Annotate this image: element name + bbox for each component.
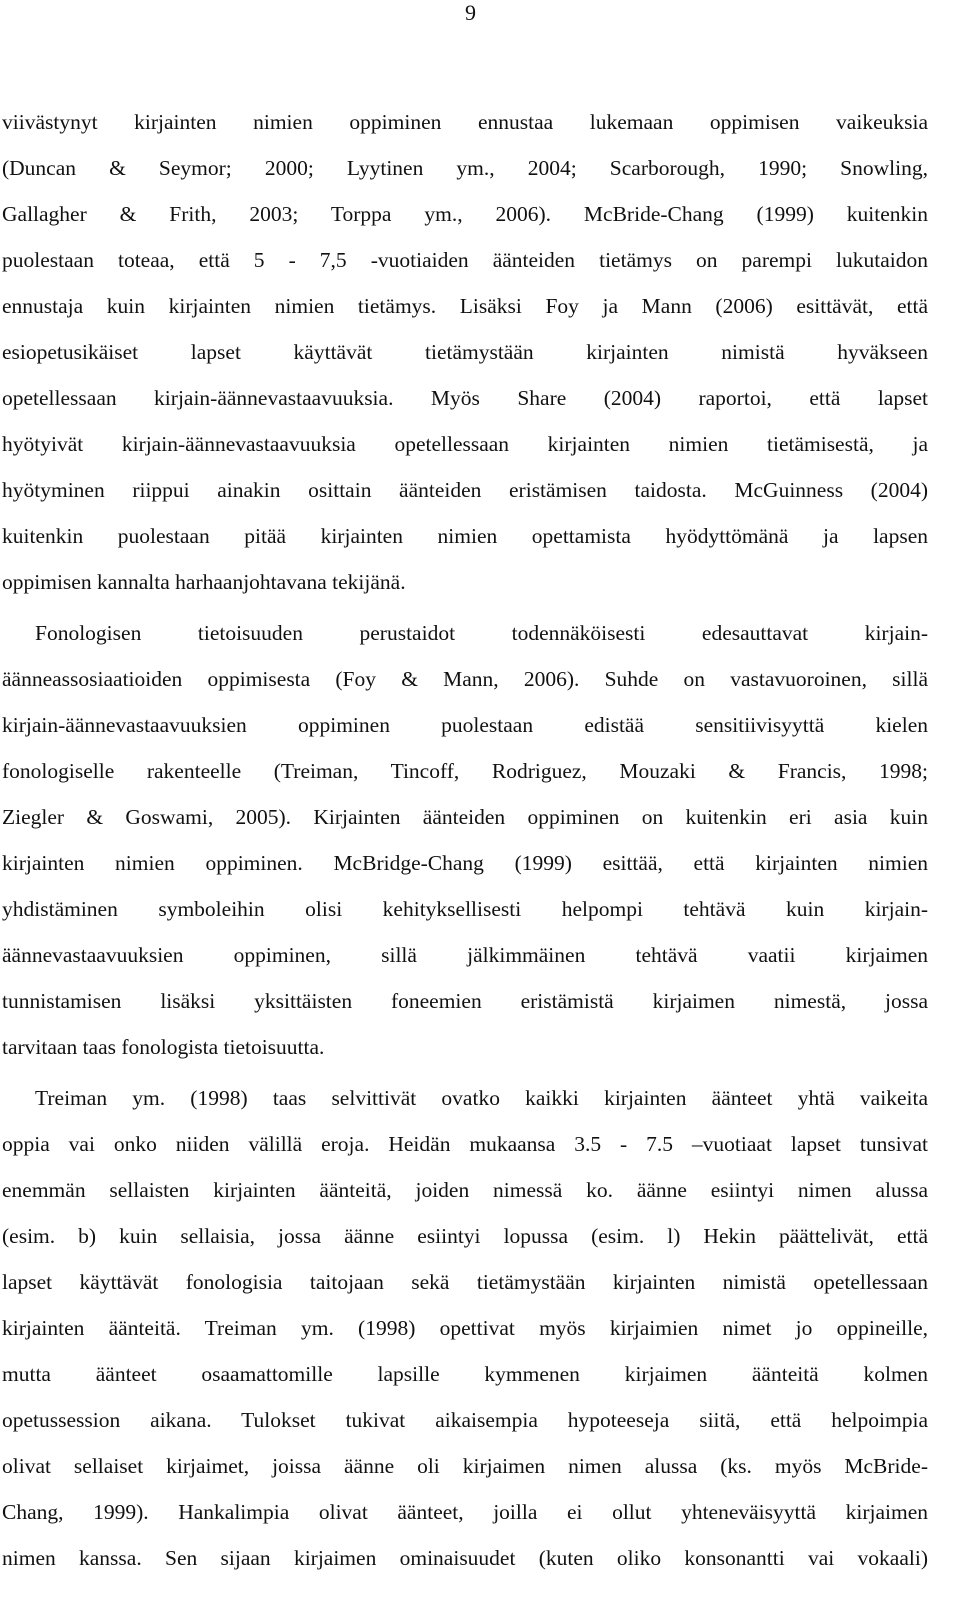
text-line: kirjainten nimien oppiminen. McBridge-Chang (1999) esittää, että kirjainten nimien bbox=[2, 851, 928, 875]
paragraph-3 bbox=[2, 1075, 928, 1581]
text-line: opetussession aikana. Tulokset tukivat aikaisempia hypoteeseja siitä, että helpoimpia bbox=[2, 1408, 928, 1432]
text-line: äänneassosiaatioiden oppimisesta (Foy & Mann, 2006). Suhde on vastavuoroinen, sillä bbox=[2, 667, 928, 691]
text-line: lapset käyttävät fonologisia taitojaan sekä tietämystään kirjainten nimistä opetellessaan bbox=[2, 1270, 928, 1294]
text-line: fonologiselle rakenteelle (Treiman, Tincoff, Rodriguez, Mouzaki & Francis, 1998; bbox=[2, 759, 928, 783]
text-line: Treiman ym. (1998) taas selvittivät ovatko kaikki kirjainten äänteet yhtä vaikeita bbox=[35, 1086, 928, 1110]
page-number-text: 9 bbox=[465, 0, 476, 25]
text-line: hyötyivät kirjain-äännevastaavuuksia opetellessaan kirjainten nimien tietämisestä, ja bbox=[2, 432, 928, 456]
text-line: äännevastaavuuksien oppiminen, sillä jälkimmäinen tehtävä vaatii kirjaimen bbox=[2, 943, 928, 967]
text-line: Chang, 1999). Hankalimpia olivat äänteet, joilla ei ollut yhteneväisyyttä kirjaimen bbox=[2, 1500, 928, 1524]
text-line: Fonologisen tietoisuuden perustaidot todennäköisesti edesauttavat kirjain- bbox=[35, 621, 928, 645]
text-line: tarvitaan taas fonologista tietoisuutta. bbox=[2, 1035, 325, 1059]
text-line: nimen kanssa. Sen sijaan kirjaimen ominaisuudet (kuten oliko konsonantti vai vokaali) bbox=[2, 1546, 928, 1570]
text-line: mutta äänteet osaamattomille lapsille kymmenen kirjaimen äänteitä kolmen bbox=[2, 1362, 928, 1386]
text-line: (esim. b) kuin sellaisia, jossa äänne esiintyi lopussa (esim. l) Hekin päättelivät, että bbox=[2, 1224, 928, 1248]
text-line: puolestaan toteaa, että 5 - 7,5 -vuotiaiden äänteiden tietämys on parempi lukutaidon bbox=[2, 248, 928, 272]
text-line: kirjainten äänteitä. Treiman ym. (1998) opettivat myös kirjaimien nimet jo oppineille, bbox=[2, 1316, 928, 1340]
text-line: olivat sellaiset kirjaimet, joissa äänne oli kirjaimen nimen alussa (ks. myös McBride- bbox=[2, 1454, 928, 1478]
text-line: hyötyminen riippui ainakin osittain äänteiden eristämisen taidosta. McGuinness (2004) bbox=[2, 478, 928, 502]
text-line: tunnistamisen lisäksi yksittäisten foneemien eristämistä kirjaimen nimestä, jossa bbox=[2, 989, 928, 1013]
text-line: Ziegler & Goswami, 2005). Kirjainten äänteiden oppiminen on kuitenkin eri asia kuin bbox=[2, 805, 928, 829]
text-line: kuitenkin puolestaan pitää kirjainten nimien opettamista hyödyttömänä ja lapsen bbox=[2, 524, 928, 548]
text-line: esiopetusikäiset lapset käyttävät tietämystään kirjainten nimistä hyväkseen bbox=[2, 340, 928, 364]
text-line: (Duncan & Seymor; 2000; Lyytinen ym., 2004; Scarborough, 1990; Snowling, bbox=[2, 156, 928, 180]
text-line: viivästynyt kirjainten nimien oppiminen ennustaa lukemaan oppimisen vaikeuksia bbox=[2, 110, 928, 134]
text-line: oppimisen kannalta harhaanjohtavana tekijänä. bbox=[2, 570, 406, 594]
text-line: enemmän sellaisten kirjainten äänteitä, joiden nimessä ko. äänne esiintyi nimen alussa bbox=[2, 1178, 928, 1202]
text-line: yhdistäminen symboleihin olisi kehityksellisesti helpompi tehtävä kuin kirjain- bbox=[2, 897, 928, 921]
paragraph-1 bbox=[2, 99, 928, 605]
text-line: Gallagher & Frith, 2003; Torppa ym., 2006). McBride-Chang (1999) kuitenkin bbox=[2, 202, 928, 226]
text-line: kirjain-äännevastaavuuksien oppiminen puolestaan edistää sensitiivisyyttä kielen bbox=[2, 713, 928, 737]
text-line: oppia vai onko niiden välillä eroja. Heidän mukaansa 3.5 - 7.5 –vuotiaat lapset tunsivat bbox=[2, 1132, 928, 1156]
paragraph-2 bbox=[2, 610, 928, 1070]
text-line: opetellessaan kirjain-äännevastaavuuksia. Myös Share (2004) raportoi, että lapset bbox=[2, 386, 928, 410]
text-line: ennustaja kuin kirjainten nimien tietämys. Lisäksi Foy ja Mann (2006) esittävät, että bbox=[2, 294, 928, 318]
